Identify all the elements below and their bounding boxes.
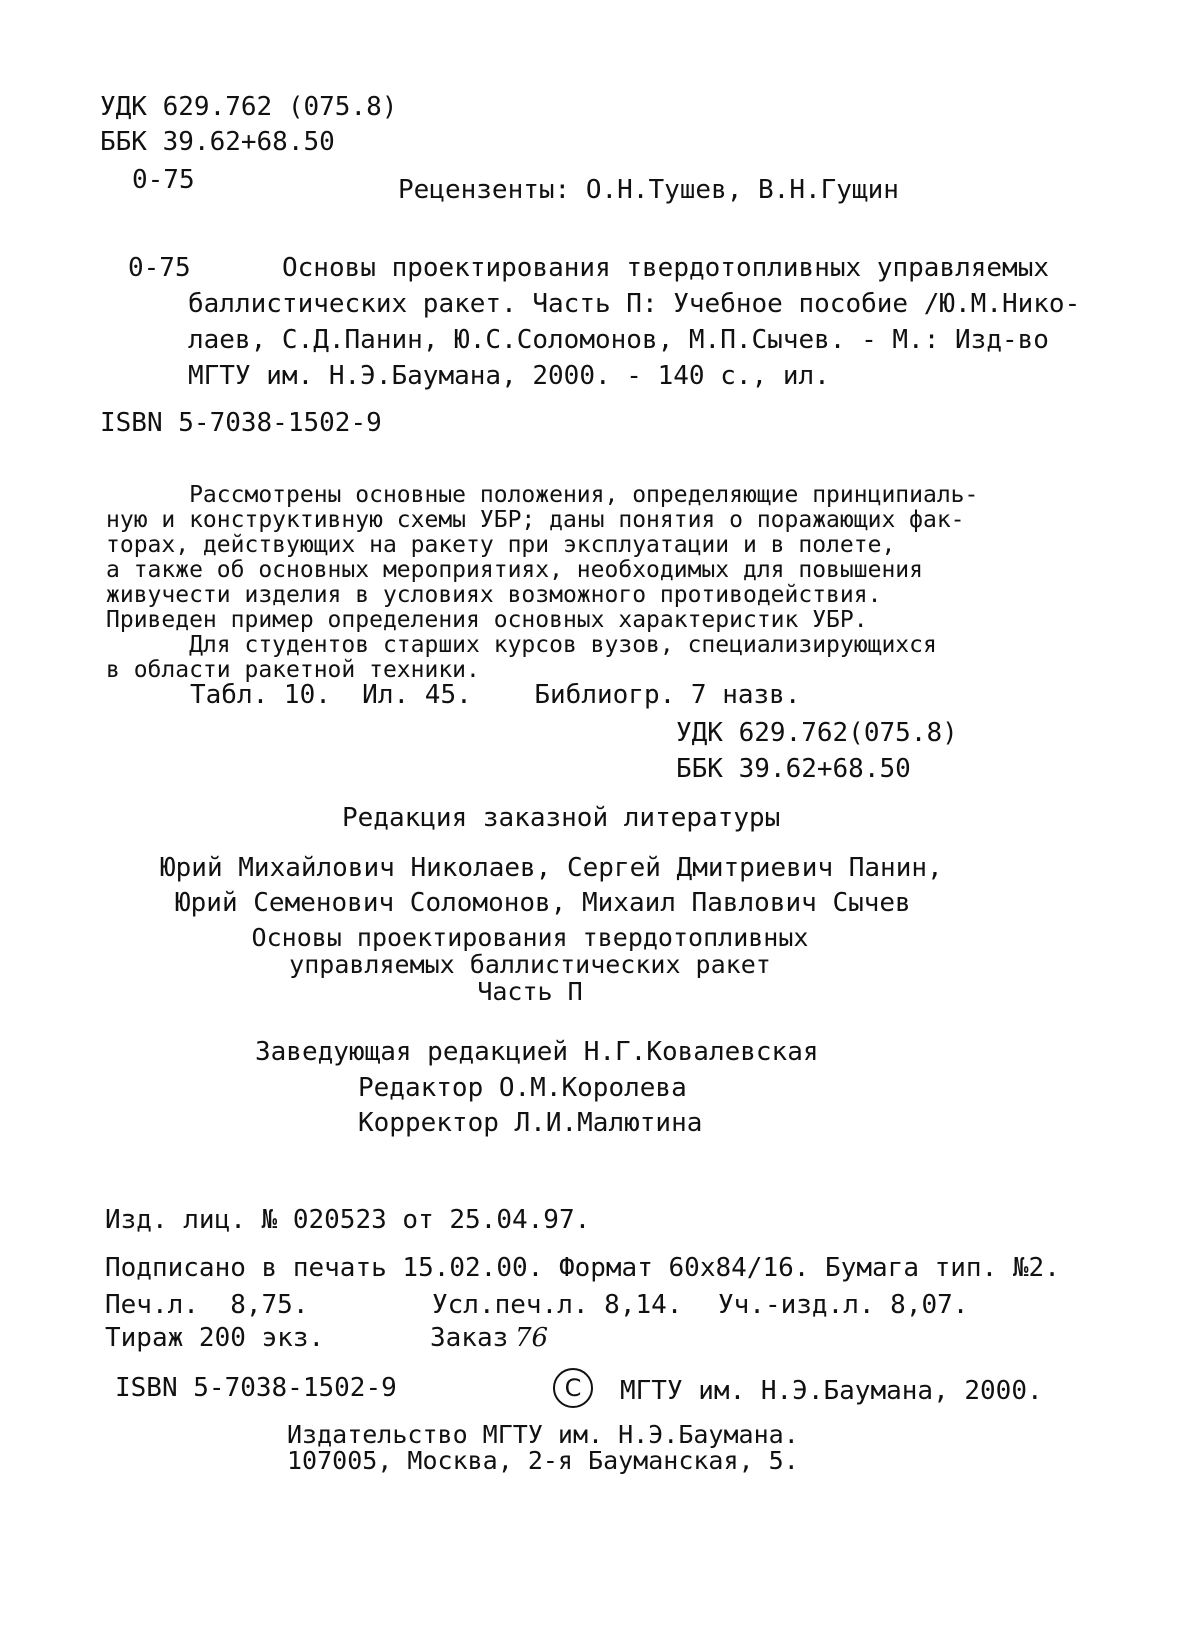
bib-line-1: Основы проектирования твердотопливных управляемых <box>282 253 1050 283</box>
signed-for-print: Подписано в печать 15.02.00. Формат 60х84/16. Бумага тип. №2. <box>105 1253 1060 1283</box>
abstract-line: Рассмотрены основные положения, определяющие принципиаль- <box>106 482 979 508</box>
abstract-line: а также об основных мероприятиях, необходимых для повышения <box>106 557 923 583</box>
abstract-line: торах, действующих на ракету при эксплуатации и в полете, <box>106 532 896 558</box>
bib-line-4: МГТУ им. Н.Э.Баумана, 2000. - 140 с., ил. <box>188 361 830 391</box>
stats-line: Табл. 10. Ил. 45. Библиогр. 7 назв. <box>190 680 801 710</box>
reviewers: Рецензенты: О.Н.Тушев, В.Н.Гущин <box>398 175 899 205</box>
conditional-print-sheets: Усл.печ.л. 8,14. <box>432 1290 683 1320</box>
isbn-bottom: ISBN 5-7038-1502-9 <box>115 1373 397 1403</box>
abstract-line: Приведен пример определения основных характеристик УБР. <box>106 607 868 633</box>
publisher-sheets: Уч.-изд.л. 8,07. <box>718 1290 969 1320</box>
publisher-name: Издательство МГТУ им. Н.Э.Баумана. <box>287 1420 799 1449</box>
bbk-code: ББК 39.62+68.50 <box>100 127 335 157</box>
book-title-line-1: Основы проектирования твердотопливных <box>251 923 809 952</box>
bib-line-3: лаев, С.Д.Панин, Ю.С.Соломонов, М.П.Сычев. - М.: Изд-во <box>188 325 1049 355</box>
book-title <box>230 924 830 1005</box>
bbk-right: ББК 39.62+68.50 <box>676 754 911 784</box>
order-label: Заказ <box>430 1323 509 1353</box>
redaction-title: Редакция заказной литературы <box>342 803 781 833</box>
copyright-icon: C <box>553 1368 593 1408</box>
bib-isbn: ISBN 5-7038-1502-9 <box>100 408 382 438</box>
head-editor: Заведующая редакцией Н.Г.Ковалевская <box>255 1037 819 1067</box>
abstract <box>106 483 978 683</box>
author-sign-code: 0-75 <box>132 165 195 195</box>
book-part: Часть П <box>477 977 583 1006</box>
abstract-line: Для студентов старших курсов вузов, специализирующихся <box>106 632 937 658</box>
abstract-line: в области ракетной техники. <box>106 657 480 683</box>
abstract-line: живучести изделия в условиях возможного противодействия. <box>106 582 882 608</box>
license: Изд. лиц. № 020523 от 25.04.97. <box>105 1205 591 1235</box>
order-number: 76 <box>515 1323 549 1353</box>
print-run: Тираж 200 экз. <box>105 1323 325 1353</box>
abstract-line: ную и конструктивную схемы УБР; даны понятия о поражающих фак- <box>106 507 965 533</box>
udk-right: УДК 629.762(075.8) <box>676 718 958 748</box>
print-sheets: Печ.л. 8,75. <box>105 1290 309 1320</box>
authors-line-2: Юрий Семенович Соломонов, Михаил Павлович Сычев <box>175 888 911 918</box>
editor: Редактор О.М.Королева <box>358 1073 687 1103</box>
authors-line-1: Юрий Михайлович Николаев, Сергей Дмитриевич Панин, <box>160 853 943 883</box>
udk-code: УДК 629.762 (075.8) <box>100 92 398 122</box>
copyright-holder: МГТУ им. Н.Э.Баумана, 2000. <box>620 1376 1043 1406</box>
bib-line-2: баллистических ракет. Часть П: Учебное пособие /Ю.М.Нико- <box>188 289 1081 319</box>
book-title-line-2: управляемых баллистических ракет <box>289 950 771 979</box>
bib-code: 0-75 <box>128 253 191 283</box>
publisher-address: 107005, Москва, 2-я Бауманская, 5. <box>287 1446 799 1475</box>
corrector: Корректор Л.И.Малютина <box>358 1108 703 1138</box>
